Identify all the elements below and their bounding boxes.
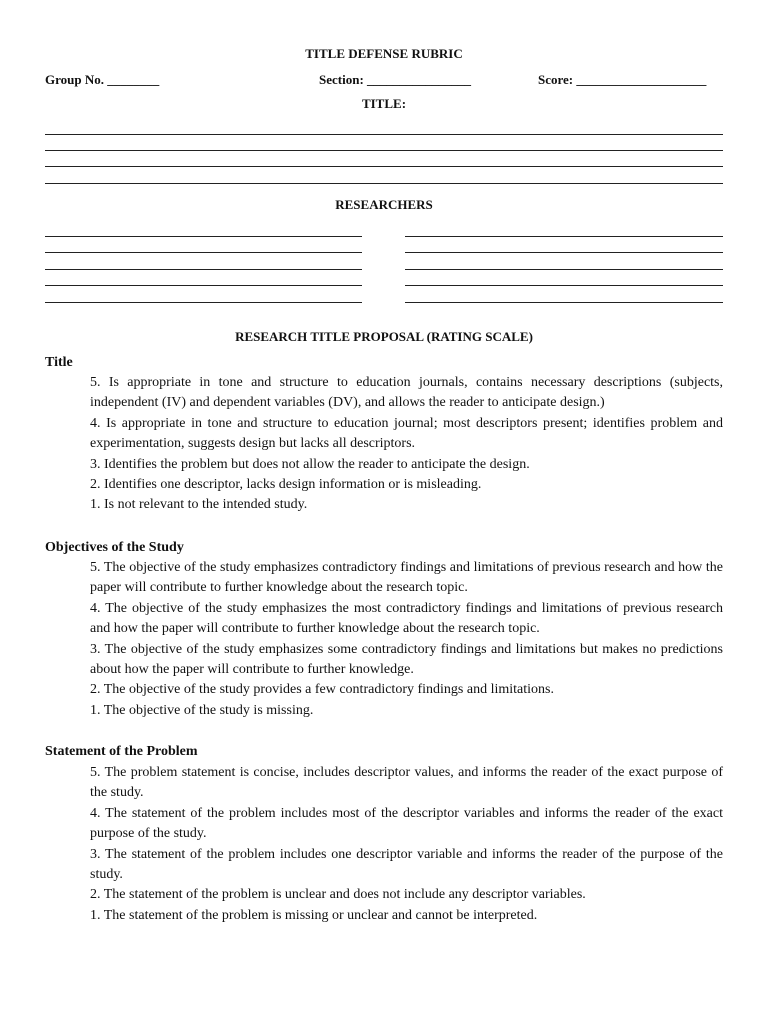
rating-item: 5. Is appropriate in tone and structure to education journals, contains necessary descriptions (subjects, independent (IV) and dependent variables (DV), and allows the reader to anticipate design.) <box>90 375 723 411</box>
criterion-heading-objectives: Objectives of the Study <box>45 540 184 555</box>
rating-item: 1. The objective of the study is missing. <box>90 702 314 718</box>
criterion-items-problem <box>90 763 723 926</box>
rating-item: 1. Is not relevant to the intended study. <box>90 497 308 513</box>
researcher-line <box>405 236 723 237</box>
rating-item: 2. The statement of the problem is unclear and does not include any descriptor variables. <box>90 887 586 903</box>
criterion-items-objectives <box>90 558 723 721</box>
title-line <box>45 134 723 135</box>
title-label: TITLE: <box>361 96 407 111</box>
rating-item: 2. The objective of the study provides a few contradictory findings and limitations. <box>90 682 554 698</box>
researcher-line <box>45 302 362 303</box>
title-line <box>45 166 723 167</box>
rating-item: 3. Identifies the problem but does not allow the reader to anticipate the design. <box>90 456 530 472</box>
rating-item: 5. The problem statement is concise, includes descriptor values, and informs the reader of the exact purpose of the study. <box>90 765 723 801</box>
rating-item: 4. Is appropriate in tone and structure to education journal; most descriptors present; identifies problem and experimentation, suggests design but lacks all descriptors. <box>90 415 723 452</box>
criterion-items-title <box>90 373 723 516</box>
rating-scale-heading: RESEARCH TITLE PROPOSAL (RATING SCALE) <box>235 329 533 344</box>
researcher-line <box>45 269 362 270</box>
researcher-line <box>45 252 362 253</box>
title-line <box>45 150 723 151</box>
score-field: Score: ____________________ <box>538 72 707 87</box>
researcher-line <box>405 269 723 270</box>
criterion-heading-problem: Statement of the Problem <box>45 744 198 759</box>
document-title: TITLE DEFENSE RUBRIC <box>305 46 463 61</box>
rating-item: 3. The objective of the study emphasizes some contradictory findings and limitations but makes no predictions about how the paper will contribute to further knowledge. <box>90 641 723 678</box>
researchers-label: RESEARCHERS <box>335 197 433 212</box>
researcher-line <box>405 285 723 286</box>
researcher-line <box>45 236 362 237</box>
researcher-line <box>405 252 723 253</box>
section-field: Section: ________________ <box>319 72 472 87</box>
title-line <box>45 183 723 184</box>
rating-item: 4. The objective of the study emphasizes the most contradictory findings and limitations of previous research and how the paper will contribute to further knowledge about the research topic. <box>90 600 723 637</box>
researcher-line <box>45 285 362 286</box>
rating-item: 4. The statement of the problem includes most of the descriptor variables and informs the reader of the exact purpose of the study. <box>90 805 723 842</box>
rating-item: 3. The statement of the problem includes one descriptor variable and informs the reader of the purpose of the study. <box>90 846 723 883</box>
rating-item: 2. Identifies one descriptor, lacks design information or is misleading. <box>90 477 482 493</box>
researcher-line <box>405 302 723 303</box>
rating-item: 5. The objective of the study emphasizes contradictory findings and limitations of previous research and how the paper will contribute to further knowledge about the research topic. <box>90 560 723 596</box>
group-number-field: Group No. ________ <box>45 72 160 87</box>
rating-item: 1. The statement of the problem is missing or unclear and cannot be interpreted. <box>90 907 538 923</box>
criterion-heading-title: Title <box>45 355 73 370</box>
